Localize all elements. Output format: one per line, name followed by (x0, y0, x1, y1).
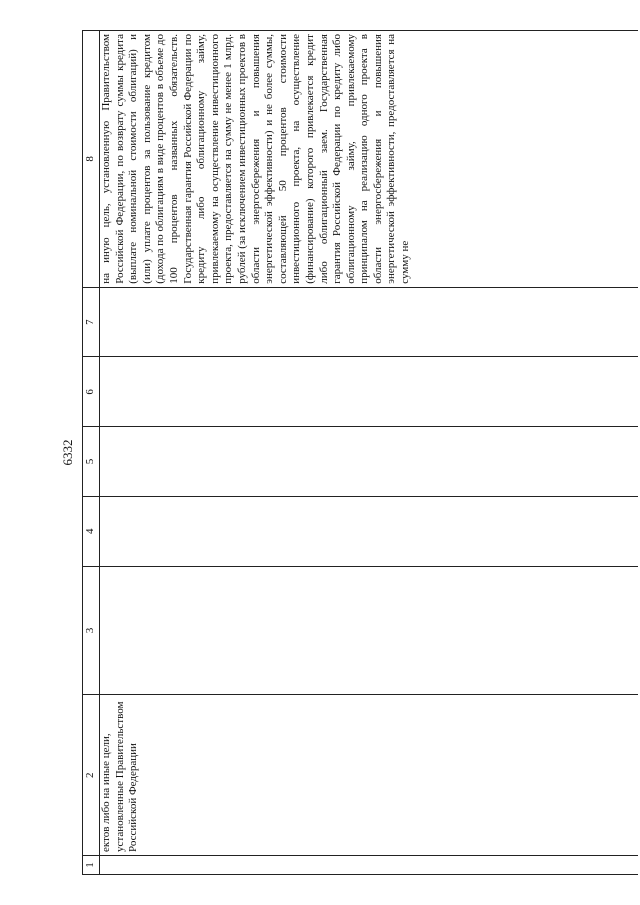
rotated-page (60, 30, 640, 875)
cell-col-4 (100, 496, 639, 566)
document-table (82, 30, 638, 875)
column-header-8: 8 (83, 31, 100, 288)
column-header-5: 5 (83, 427, 100, 497)
column-header-7: 7 (83, 287, 100, 357)
column-header-1: 1 (83, 856, 100, 875)
cell-col-6 (100, 357, 639, 427)
cell-col-3 (100, 566, 639, 695)
cell-col-7 (100, 287, 639, 357)
cell-col-1 (100, 856, 639, 875)
column-header-4: 4 (83, 496, 100, 566)
page-number: 6332 (60, 439, 75, 466)
cell-col-5 (100, 427, 639, 497)
table-header-row (83, 31, 100, 875)
cell-col-2: ектов либо на иные цели, установленные Правительством Российской Федерации (100, 695, 639, 856)
table-row (100, 31, 639, 875)
column-header-2: 2 (83, 695, 100, 856)
column-header-3: 3 (83, 566, 100, 695)
column-header-6: 6 (83, 357, 100, 427)
cell-col-8: на иную цель, установленную Правительством Российской Федерации, по возврату суммы кредита (выплате номинальной стоимости облигаций) и (или) уплате процентов за пользование кредитом (дохода по облигациям в виде процентов в объеме до 100 процентов названных обязательств. Государственная гарантия Российской Федерации по кредиту либо облигационному займу, привлекаемому на осуществление инвестиционного проекта, предоставляется на сумму не менее 1 млрд. рублей (за исключением инвестиционных проектов в области энергосбережения и повышения энергетической эффективности) и не более суммы, составляющей 50 процентов стоимости инвестиционного проекта, на осуществление (финансирование) которого привлекается кредит либо облигационный заем. Государственная гарантия Российской Федерации по кредиту либо облигационному займу, привлекаемому принципалом на реализацию одного проекта в области энергосбережения и повышения энергетической эффективности, предоставляется на сумму не (100, 31, 639, 288)
